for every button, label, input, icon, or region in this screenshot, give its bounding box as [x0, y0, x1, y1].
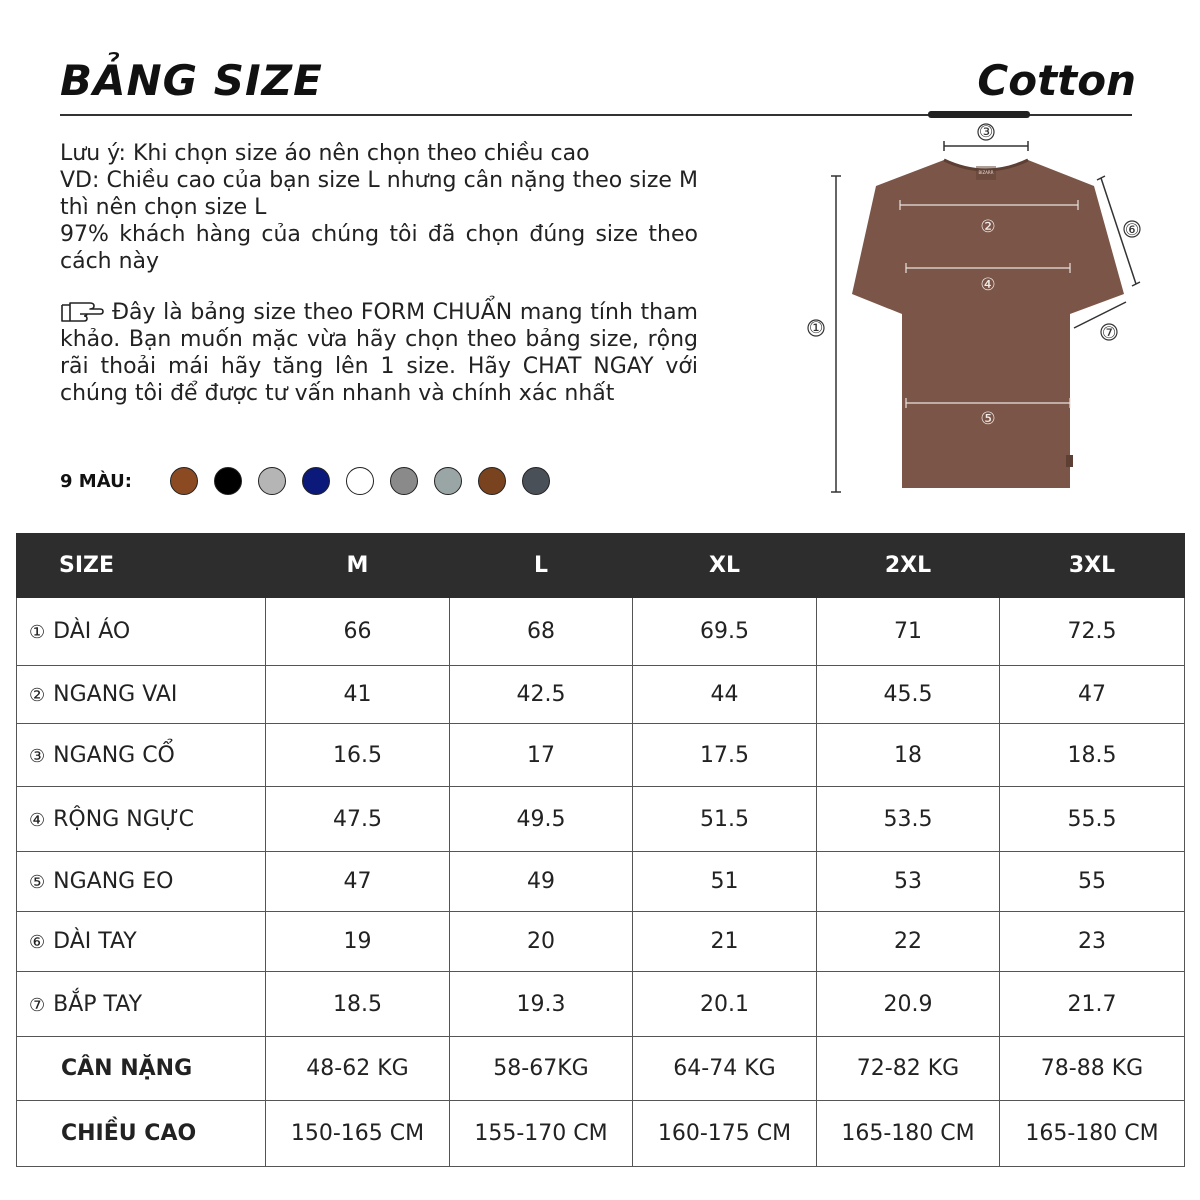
- color-swatch[interactable]: [346, 467, 374, 495]
- table-cell: 72-82 KG: [817, 1037, 1000, 1101]
- table-cell: 64-74 KG: [633, 1037, 817, 1101]
- row-label-text: DÀI TAY: [53, 929, 137, 954]
- table-header-row: [17, 534, 1185, 598]
- row-label: [17, 1101, 266, 1167]
- marker-7: ⑦: [1101, 323, 1117, 342]
- table-cell: 69.5: [633, 598, 817, 666]
- table-cell: 51.5: [633, 787, 817, 852]
- table-cell: 47.5: [266, 787, 450, 852]
- marker-1: ①: [808, 318, 824, 337]
- table-cell: 21: [633, 912, 817, 972]
- row-label-text: NGANG CỔ: [53, 742, 175, 768]
- table-cell: 71: [817, 598, 1000, 666]
- column-header: M: [266, 534, 450, 598]
- color-swatch[interactable]: [302, 467, 330, 495]
- marker-2: ②: [980, 217, 996, 237]
- color-swatch[interactable]: [434, 467, 462, 495]
- row-label: [17, 787, 266, 852]
- row-label-text: RỘNG NGỰC: [53, 806, 194, 832]
- table-cell: 18.5: [266, 972, 450, 1037]
- shirt-tag-text: BIZARR: [978, 170, 994, 175]
- table-cell: 51: [633, 852, 817, 912]
- table-cell: 47: [1000, 666, 1185, 724]
- note-line-4: Đây là bảng size theo FORM CHUẨN mang tính tham khảo. Bạn muốn mặc vừa hãy chọn theo bảng size, rộng rãi thoải mái hãy tăng lên 1 size. Hãy CHAT NGAY với chúng tôi để được tư vấn nhanh và chính xác nhất: [60, 300, 698, 406]
- column-header: XL: [633, 534, 817, 598]
- size-notes: [60, 140, 698, 407]
- table-cell: 155-170 CM: [450, 1101, 633, 1167]
- marker-6: ⑥: [1124, 220, 1140, 239]
- row-label: [17, 972, 266, 1037]
- table-cell: 68: [450, 598, 633, 666]
- column-header: 2XL: [817, 534, 1000, 598]
- table-cell: 23: [1000, 912, 1185, 972]
- table-cell: 18: [817, 724, 1000, 787]
- row-label-text: BẮP TAY: [53, 991, 143, 1017]
- row-label-text: DÀI ÁO: [53, 619, 131, 644]
- table-cell: 20.1: [633, 972, 817, 1037]
- material-label: Cotton: [977, 56, 1136, 105]
- row-label: [17, 852, 266, 912]
- tshirt-measurement-diagram: [790, 116, 1160, 506]
- table-row: [17, 912, 1185, 972]
- column-header: L: [450, 534, 633, 598]
- table-cell: 49.5: [450, 787, 633, 852]
- table-cell: 16.5: [266, 724, 450, 787]
- row-number: ①: [29, 622, 46, 643]
- row-number: ③: [29, 745, 46, 767]
- table-row: [17, 724, 1185, 787]
- table-cell: 48-62 KG: [266, 1037, 450, 1101]
- table-cell: 21.7: [1000, 972, 1185, 1037]
- color-swatch[interactable]: [478, 467, 506, 495]
- row-number: ④: [29, 809, 46, 831]
- table-cell: 78-88 KG: [1000, 1037, 1185, 1101]
- table-row: [17, 1037, 1185, 1101]
- table-row: [17, 972, 1185, 1037]
- color-swatch[interactable]: [390, 467, 418, 495]
- pointing-hand-icon: [60, 299, 104, 323]
- row-label: [17, 912, 266, 972]
- table-cell: 53.5: [817, 787, 1000, 852]
- table-cell: 19: [266, 912, 450, 972]
- table-row: [17, 598, 1185, 666]
- colors-label: 9 MÀU:: [60, 470, 132, 492]
- row-number: ②: [29, 685, 46, 706]
- table-cell: 150-165 CM: [266, 1101, 450, 1167]
- table-cell: 18.5: [1000, 724, 1185, 787]
- row-label-text: CHIỀU CAO: [61, 1121, 197, 1146]
- size-table: [16, 533, 1185, 1167]
- marker-4: ④: [980, 275, 996, 295]
- table-row: [17, 666, 1185, 724]
- color-swatch[interactable]: [170, 467, 198, 495]
- row-label-text: NGANG EO: [53, 869, 174, 894]
- table-cell: 19.3: [450, 972, 633, 1037]
- note-line-2: VD: Chiều cao của bạn size L nhưng cân nặng theo size M thì nên chọn size L: [60, 168, 698, 220]
- page-title: BẢNG SIZE: [60, 56, 323, 105]
- table-cell: 53: [817, 852, 1000, 912]
- table-cell: 55.5: [1000, 787, 1185, 852]
- row-number: ⑥: [29, 932, 46, 953]
- note-line-3: 97% khách hàng của chúng tôi đã chọn đúng size theo cách này: [60, 222, 698, 274]
- table-row: [17, 787, 1185, 852]
- row-label: [17, 1037, 266, 1101]
- table-cell: 20.9: [817, 972, 1000, 1037]
- column-header: SIZE: [17, 534, 266, 598]
- note-line-1: Lưu ý: Khi chọn size áo nên chọn theo chiều cao: [60, 141, 590, 166]
- table-cell: 47: [266, 852, 450, 912]
- table-row: [17, 1101, 1185, 1167]
- table-cell: 49: [450, 852, 633, 912]
- table-row: [17, 852, 1185, 912]
- table-cell: 44: [633, 666, 817, 724]
- table-cell: 55: [1000, 852, 1185, 912]
- table-cell: 22: [817, 912, 1000, 972]
- row-number: ⑤: [29, 872, 46, 893]
- row-label: [17, 666, 266, 724]
- color-swatch[interactable]: [522, 467, 550, 495]
- table-cell: 165-180 CM: [1000, 1101, 1185, 1167]
- row-label: [17, 598, 266, 666]
- row-number: ⑦: [29, 994, 46, 1016]
- column-header: 3XL: [1000, 534, 1185, 598]
- table-cell: 17: [450, 724, 633, 787]
- table-cell: 45.5: [817, 666, 1000, 724]
- table-cell: 20: [450, 912, 633, 972]
- color-options: [60, 466, 566, 496]
- table-cell: 17.5: [633, 724, 817, 787]
- marker-5: ⑤: [980, 409, 996, 429]
- row-label-text: CÂN NẶNG: [61, 1056, 193, 1081]
- marker-3: ③: [978, 122, 994, 141]
- table-cell: 160-175 CM: [633, 1101, 817, 1167]
- table-cell: 58-67KG: [450, 1037, 633, 1101]
- table-cell: 41: [266, 666, 450, 724]
- color-swatch[interactable]: [214, 467, 242, 495]
- row-label-text: NGANG VAI: [53, 682, 178, 707]
- table-cell: 66: [266, 598, 450, 666]
- table-cell: 42.5: [450, 666, 633, 724]
- table-cell: 72.5: [1000, 598, 1185, 666]
- color-swatch[interactable]: [258, 467, 286, 495]
- row-label: [17, 724, 266, 787]
- table-cell: 165-180 CM: [817, 1101, 1000, 1167]
